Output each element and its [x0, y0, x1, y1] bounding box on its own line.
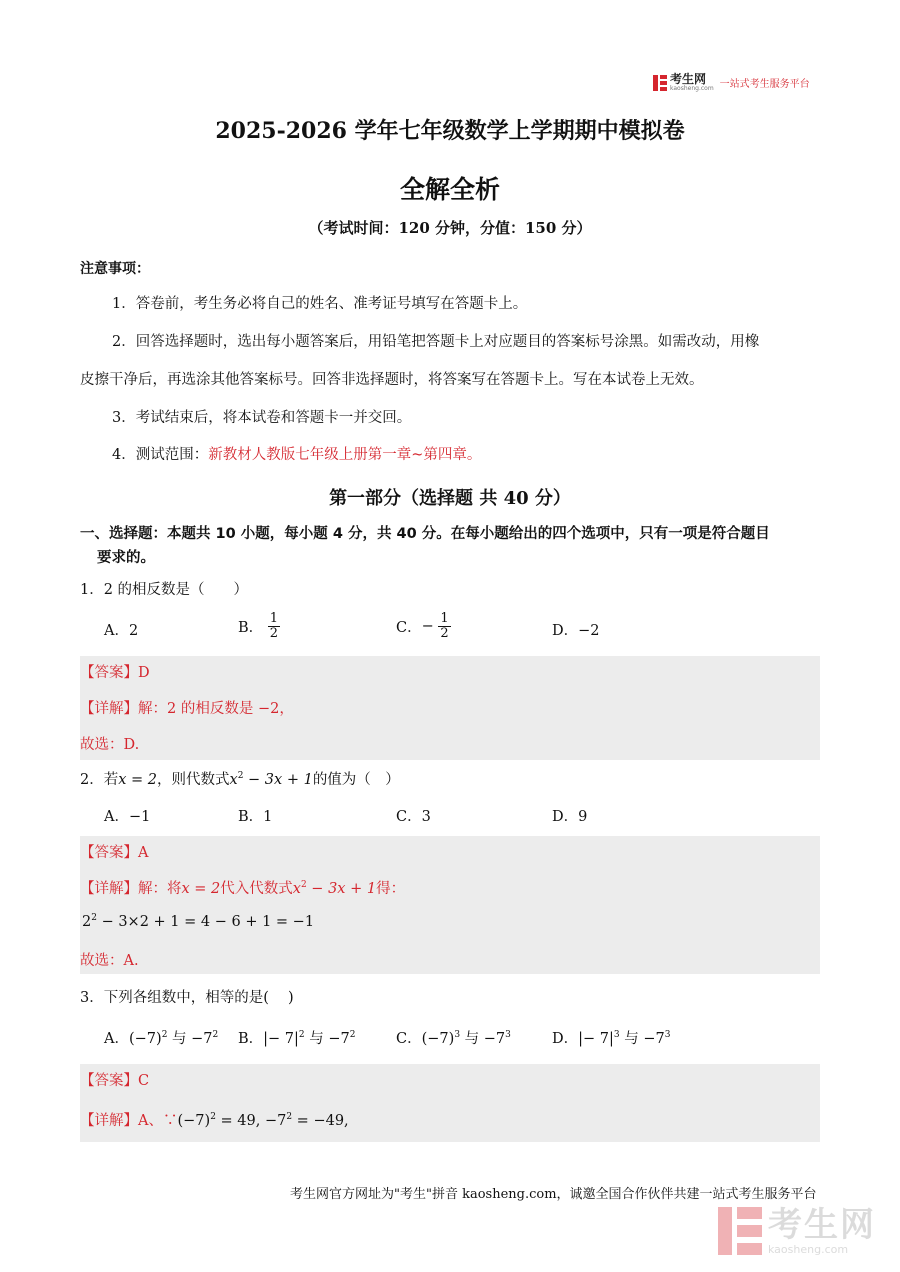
question-3-option-a: A．$(-7)^2$ 与 $-7^2$ [104, 1030, 219, 1047]
watermark-domain: kaosheng.com [768, 1243, 849, 1256]
question-1-answer: 【答案】D [80, 665, 150, 681]
logo-slogan: 一站式考生服务平台 [719, 79, 810, 90]
question-3-option-c: C．$(-7)^3$ 与 $-7^3$ [396, 1030, 511, 1047]
question-2-detail: 【详解】解：将x = 2代入代数式$x^2 - 3x + 1$得： [80, 880, 406, 897]
notice-item-3: 3．考试结束后，将本试卷和答题卡一并交回。 [112, 410, 412, 426]
section-title: 第一部分（选择题 共 40 分） [329, 488, 571, 509]
question-1-stem: 1．2 的相反数是（ ） [80, 582, 249, 598]
notice-item-1: 1．答卷前，考生务必将自己的姓名、准考证号填写在答题卡上。 [112, 296, 528, 312]
notice-item-4 [112, 443, 481, 464]
page-subtitle: 全解全析 [399, 175, 500, 204]
question-2-option-c: C．3 [396, 809, 431, 825]
question-1-option-d: D．−2 [552, 623, 600, 639]
question-1-detail: 【详解】解：2 的相反数是 −2， [80, 701, 294, 717]
question-2-option-d: D．9 [552, 809, 588, 825]
question-2-calculation: $2^2 - 3\times 2 + 1 = 4 - 6 + 1 = -1$ [82, 913, 315, 930]
notice-item-4-label: 4．测试范围： [112, 447, 209, 463]
notice-heading: 注意事项： [80, 261, 150, 277]
exam-info: （考试时间：120 分钟，分值：150 分） [308, 219, 592, 237]
question-1-option-c: C．− $\frac{1}{2}$ [396, 611, 449, 641]
page-footer: 考生网官方网址为"考生"拼音 kaosheng.com，诚邀全国合作伙伴共建一站式考生服务平台 [290, 1187, 817, 1202]
answer-box-2 [80, 836, 820, 974]
logo-domain: kaosheng.com [670, 85, 714, 92]
watermark-name: 考生网 [768, 1205, 876, 1245]
logo-mark-icon [653, 75, 667, 91]
page-title: 2025-2026 学年七年级数学上学期期中模拟卷 [215, 118, 685, 144]
fraction: $\frac{1}{2}$ [440, 611, 449, 641]
question-3-detail: 【详解】A、$\because(-7)^2 = 49$, $-7^2 = -49$, [80, 1112, 349, 1129]
question-3-option-b: B．|− $7|^2$ 与 $-7^2$ [238, 1030, 356, 1047]
question-2-option-a: A．−1 [104, 809, 151, 825]
question-3-stem: 3．下列各组数中，相等的是( ) [80, 990, 294, 1006]
watermark [718, 1206, 876, 1256]
answer-box-3 [80, 1064, 820, 1142]
logo-name: 考生网 [670, 72, 707, 86]
question-1-option-a: A．2 [104, 623, 139, 639]
section-instructions-line-2: 要求的。 [97, 550, 155, 566]
question-3-option-d: D．|− $7|^3$ 与 $-7^3$ [552, 1030, 671, 1047]
question-3-answer: 【答案】C [80, 1073, 150, 1089]
brand-logo [653, 73, 810, 92]
question-2-option-b: B．1 [238, 809, 273, 825]
question-2-stem: 2．若x = 2，则代数式$x^2 - 3x + 1$的值为（ ） [80, 771, 400, 788]
notice-item-2-line-1: 2．回答选择题时，选出每小题答案后，用铅笔把答题卡上对应题目的答案标号涂黑。如需改动，用橡 [112, 334, 760, 350]
watermark-logo-icon [718, 1207, 762, 1255]
question-1-option-b: B． $\frac{1}{2}$ [238, 611, 279, 641]
fraction: $\frac{1}{2}$ [269, 611, 279, 641]
question-1-choose: 故选：D. [80, 737, 140, 753]
section-instructions-line-1: 一、选择题：本题共 10 小题，每小题 4 分，共 40 分。在每小题给出的四个选项中，只有一项是符合题目 [80, 526, 770, 542]
notice-item-2-line-2: 皮擦干净后，再选涂其他答案标号。回答非选择题时，将答案写在答题卡上。写在本试卷上无效。 [80, 372, 704, 388]
question-2-answer: 【答案】A [80, 845, 149, 861]
test-scope: 新教材人教版七年级上册第一章~第四章。 [208, 447, 482, 463]
question-2-choose: 故选：A. [80, 953, 139, 969]
